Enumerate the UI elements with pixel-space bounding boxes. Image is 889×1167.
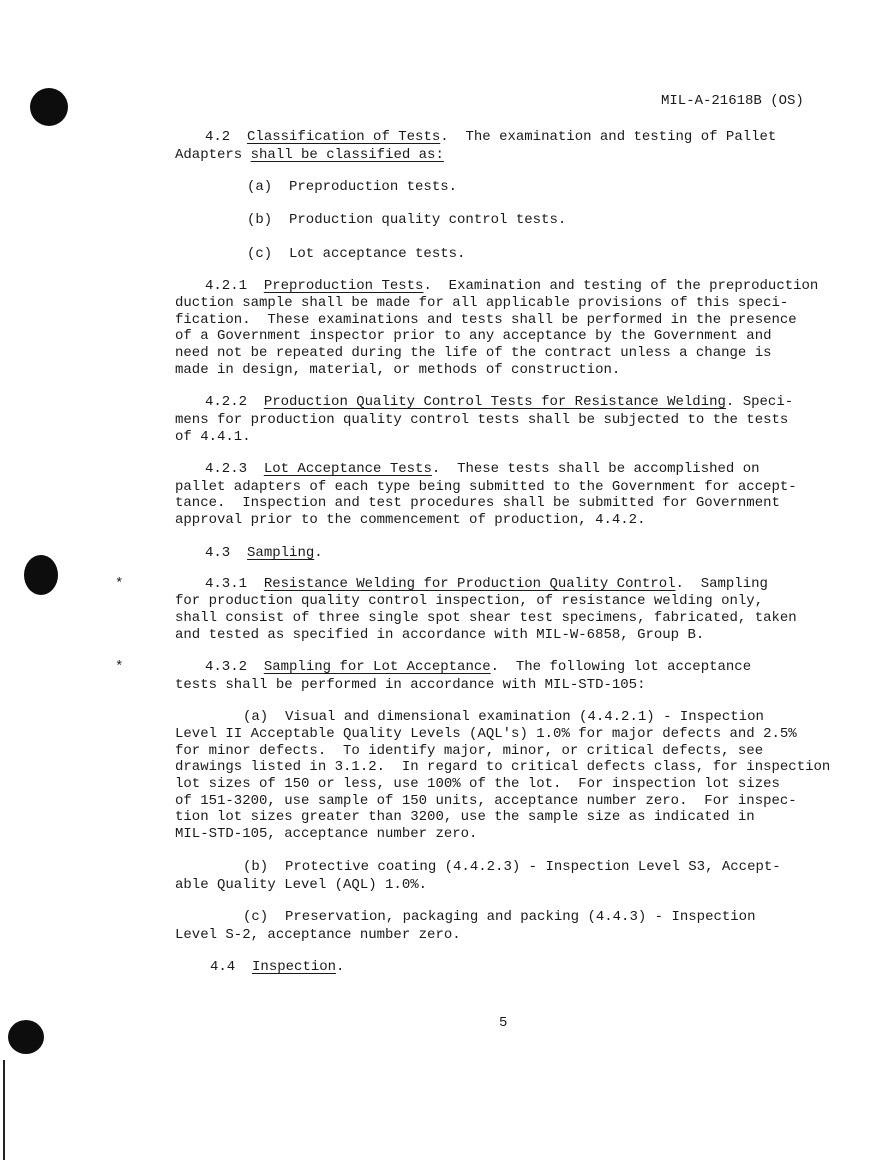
section-title: Resistance Welding for Production Quality Control [263, 576, 676, 592]
section-4-3-1-heading [205, 576, 768, 593]
section-title: Inspection [252, 959, 337, 975]
sampling-item-a-line: of 151-3200, use sample of 150 units, acceptance number zero. For inspec- [175, 793, 797, 809]
sampling-item-c-line: Level S-2, acceptance number zero. [175, 927, 461, 943]
section-4-2-heading [205, 129, 776, 146]
section-number: 4.3.1 [205, 576, 248, 592]
section-4-2-1-line: fication. These examinations and tests shall be performed in the presence [175, 312, 797, 328]
section-number: 4.2.2 [205, 394, 248, 410]
section-title: Classification of Tests [247, 129, 441, 145]
section-4-3-2-line: tests shall be performed in accordance with MIL-STD-105: [175, 677, 646, 693]
document-id: MIL-A-21618B (OS) [661, 93, 804, 109]
section-number: 4.2.3 [205, 461, 248, 477]
section-4-3-1-line: for production quality control inspection, of resistance welding only, [175, 593, 764, 609]
revision-star-icon: * [115, 576, 124, 592]
section-title: Lot Acceptance Tests [263, 461, 432, 477]
list-item-c: (c) Lot acceptance tests. [247, 246, 466, 262]
sampling-item-a-line: lot sizes of 150 or less, use 100% of the lot. For inspection lot sizes [175, 776, 780, 792]
section-4-3-2-heading [205, 659, 751, 676]
section-4-2-1-line: made in design, material, or methods of construction. [175, 362, 621, 378]
punch-hole-top [30, 88, 68, 126]
list-item-b: (b) Production quality control tests. [247, 212, 567, 228]
section-4-3-heading [205, 545, 323, 562]
sampling-item-a-line: for minor defects. To identify major, minor, or critical defects, see [175, 743, 764, 759]
section-4-2-3-line: approval prior to the commencement of production, 4.4.2. [175, 512, 646, 528]
section-4-3-1-line: and tested as specified in accordance with MIL-W-6858, Group B. [175, 627, 705, 643]
sampling-item-a: (a) Visual and dimensional examination (4.4.2.1) - Inspection [243, 709, 764, 725]
section-title: Preproduction Tests [263, 278, 424, 294]
section-4-2-1-heading [205, 278, 818, 295]
section-4-2-1-line: of a Government inspector prior to any acceptance by the Government and [175, 328, 772, 344]
sampling-item-b-line: able Quality Level (AQL) 1.0%. [175, 877, 428, 893]
section-4-4-heading [210, 959, 344, 976]
page-number: 5 [499, 1015, 508, 1031]
section-title: Production Quality Control Tests for Resistance Welding [263, 394, 726, 410]
section-4-2-2-line: mens for production quality control tests shall be subjected to the tests [175, 412, 789, 428]
section-number: 4.4 [210, 959, 236, 975]
section-title: Sampling for Lot Acceptance [263, 659, 491, 675]
punch-hole-middle [24, 555, 58, 595]
section-4-2-3-line: tance. Inspection and test procedures shall be submitted for Government [175, 495, 780, 511]
section-number: 4.2.1 [205, 278, 248, 294]
sampling-item-c: (c) Preservation, packaging and packing (4.4.3) - Inspection [243, 909, 756, 925]
section-title: Sampling [247, 545, 315, 561]
section-4-3-1-line: shall consist of three single spot shear test specimens, fabricated, taken [175, 610, 797, 626]
section-number: 4.2 [205, 129, 231, 145]
section-number: 4.3 [205, 545, 231, 561]
section-text: Adapters [175, 147, 251, 163]
section-text: . The examination and testing of Pallet [440, 129, 777, 145]
list-item-a: (a) Preproduction tests. [247, 179, 458, 195]
section-4-2-2-heading [205, 394, 793, 411]
section-text: . Speci- [725, 394, 794, 410]
section-text: . Examination and testing of the preproduction [423, 278, 819, 294]
section-number: 4.3.2 [205, 659, 248, 675]
section-4-2-3-heading [205, 461, 760, 478]
punch-hole-bottom [8, 1020, 44, 1054]
section-4-2-2-line: of 4.4.1. [175, 429, 251, 445]
section-text: . [314, 545, 323, 561]
section-text-underlined: shall be classified as: [250, 147, 444, 163]
sampling-item-a-line: MIL-STD-105, acceptance number zero. [175, 826, 478, 842]
section-4-2-3-line: pallet adapters of each type being submitted to the Government for accept- [175, 479, 797, 495]
revision-star-icon: * [115, 659, 124, 675]
section-4-2-1-line: duction sample shall be made for all applicable provisions of this speci- [175, 295, 789, 311]
sampling-item-b: (b) Protective coating (4.4.2.3) - Inspection Level S3, Accept- [243, 859, 781, 875]
section-4-2-1-line: need not be repeated during the life of the contract unless a change is [175, 345, 772, 361]
section-4-2-line-2 [175, 147, 444, 164]
sampling-item-a-line: drawings listed in 3.1.2. In regard to critical defects class, for inspection [175, 759, 831, 775]
section-text: . [336, 959, 345, 975]
section-text: . The following lot acceptance [490, 659, 752, 675]
scan-edge-line [3, 1060, 5, 1160]
section-text: . These tests shall be accomplished on [431, 461, 760, 477]
sampling-item-a-line: Level II Acceptable Quality Levels (AQL's) 1.0% for major defects and 2.5% [175, 726, 797, 742]
section-text: . Sampling [675, 576, 768, 592]
sampling-item-a-line: tion lot sizes greater than 3200, use the sample size as indicated in [175, 809, 755, 825]
